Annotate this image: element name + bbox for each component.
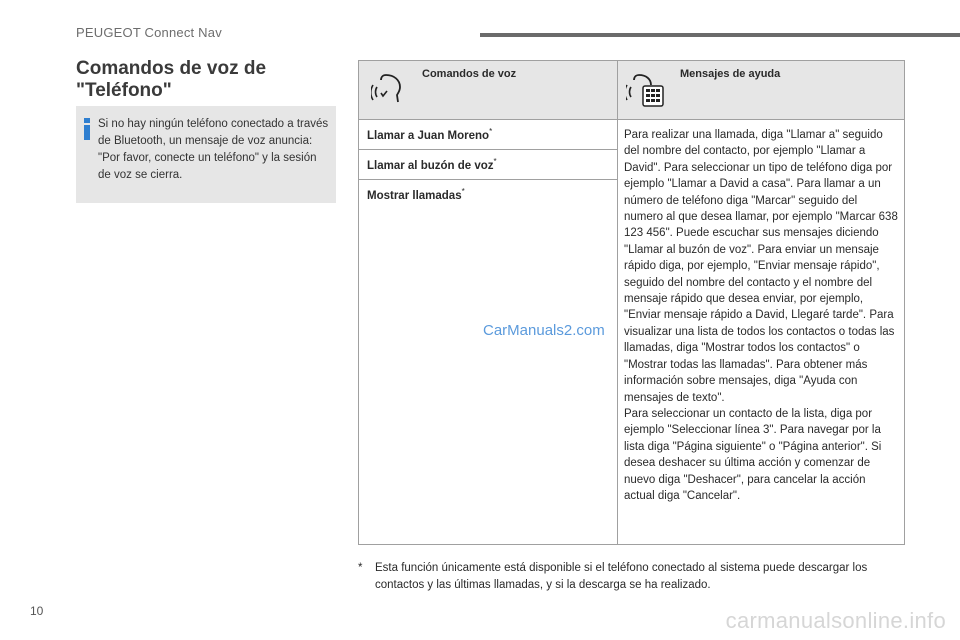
- col1-header-label: Comandos de voz: [422, 68, 517, 80]
- command-cell: [359, 120, 618, 150]
- table-header-row: [359, 61, 905, 120]
- watermark-text: CarManuals2.com: [483, 322, 605, 339]
- page-number: 10: [30, 604, 44, 618]
- voice-keypad-icon: [626, 71, 666, 109]
- help-paragraph: Para realizar una llamada, diga "Llamar a" seguido del nombre del contacto, por ejemplo "Llamar a David". Para seleccionar un tipo de teléfono diga por ejemplo "Llamar a David a casa". Para llamar a un número de teléfono diga "Marcar" seguido del numero al que desea llamar, por ejemplo "Marcar 638 123 456". Puede escuchar sus mensajes diciendo "Llamar al buzón de voz". Para enviar un mensaje rápido diga, por ejemplo, "Enviar mensaje rápido", seguido del nombre del contacto y el nombre del mensaje rápido que desea enviar, por ejemplo, "Enviar mensaje rápido a David, Llegaré tarde". Para visualizar una lista de todos los contactos o todas las llamadas, diga "Mostrar todos los contactos" o "Mostrar todas las llamadas". Para obtener más información sobre mensajes, diga "Ayuda con mensajes de texto".: [624, 129, 898, 404]
- section-title: Comandos de voz de "Teléfono": [76, 58, 267, 101]
- footnote-mark: *: [489, 127, 493, 136]
- table-row: [359, 120, 905, 150]
- help-paragraph: Para seleccionar un contacto de la lista, diga por ejemplo "Seleccionar línea 3". Para navegar por la lista diga "Página siguiente" o "Página anterior". Si desea deshacer su última acción y comenzar de nuevo diga "Deshacer", para cancelar la acción actual diga "Cancelar".: [624, 407, 882, 502]
- footnote-mark: *: [461, 186, 465, 196]
- footnote: [358, 560, 904, 594]
- footnote-star: *: [358, 562, 363, 574]
- command-label: Mostrar llamadas: [367, 189, 462, 202]
- document-header-title: PEUGEOT Connect Nav: [76, 25, 222, 40]
- info-box: [76, 106, 336, 203]
- info-icon: [84, 118, 90, 140]
- voice-command-icon: [371, 71, 405, 105]
- voice-commands-table: [358, 60, 905, 545]
- footnote-mark: *: [493, 156, 497, 166]
- help-messages-cell: [618, 120, 905, 545]
- command-label: Llamar al buzón de voz: [367, 159, 494, 172]
- col-header-commands: [359, 61, 618, 120]
- header-bar: [480, 33, 960, 37]
- command-label: Llamar a Juan Moreno: [367, 129, 490, 142]
- col-header-help: [618, 61, 905, 120]
- command-cell: [359, 149, 618, 179]
- col2-header-label: Mensajes de ayuda: [680, 68, 781, 80]
- footnote-text: Esta función únicamente está disponible si el teléfono conectado al sistema puede descargar los contactos y las últimas llamadas, y si la descarga se ha realizado.: [375, 562, 868, 591]
- info-text: Si no hay ningún teléfono conectado a través de Bluetooth, un mensaje de voz anuncia: "Por favor, conecte un teléfono" y la sesión de voz se cierra.: [98, 118, 329, 181]
- site-watermark: carmanualsonline.info: [725, 608, 946, 633]
- command-cell: [359, 179, 618, 544]
